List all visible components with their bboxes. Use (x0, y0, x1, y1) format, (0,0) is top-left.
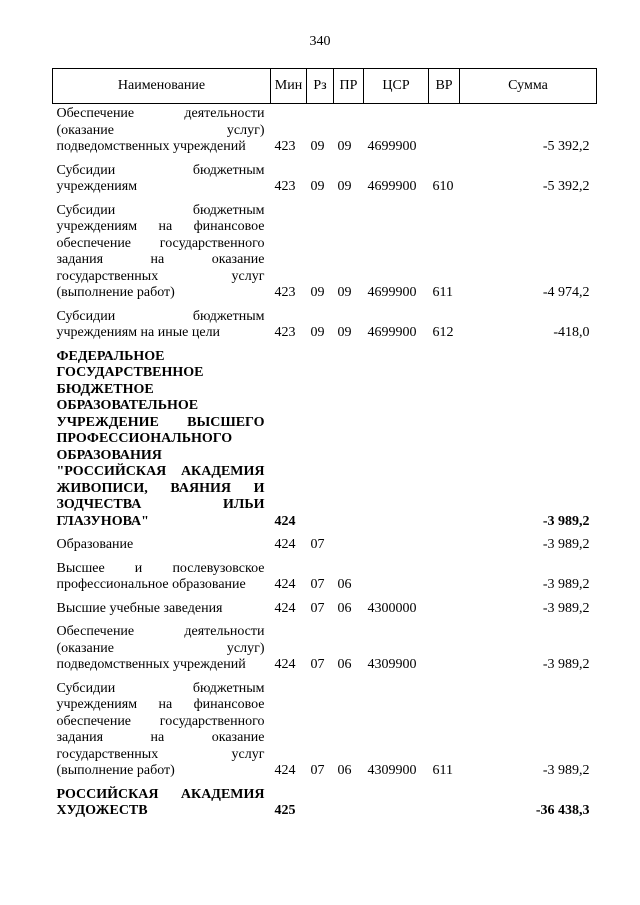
table-row (53, 554, 597, 594)
table-row (53, 594, 597, 618)
row-csr (364, 780, 429, 820)
table-header (53, 69, 597, 104)
row-min: 424 (274, 763, 296, 778)
table-row (53, 530, 597, 554)
row-rz (307, 780, 334, 820)
row-min: 424 (274, 657, 296, 672)
row-sum: -3 989,2 (542, 537, 590, 552)
row-rz: 09 (310, 325, 325, 340)
row-sum: -3 989,2 (542, 657, 590, 672)
row-sum: -36 438,3 (535, 803, 590, 818)
row-pr: 06 (337, 600, 352, 616)
row-rz: 09 (310, 179, 325, 194)
header-name: Наименование (53, 69, 271, 104)
table-row (53, 196, 597, 302)
row-min: 425 (274, 803, 296, 818)
row-sum: -3 989,2 (542, 577, 590, 592)
row-name: Субсидии бюджетным учреждениям (56, 162, 265, 194)
row-pr (334, 342, 364, 531)
table-row (53, 104, 597, 156)
row-sum: -3 989,2 (542, 513, 590, 529)
row-vr (429, 342, 460, 531)
row-vr (429, 594, 460, 618)
row-name: Субсидии бюджетным учреждениям на финансовое обеспечение государственного задания на оказание государственных услуг (выполнение работ) (56, 680, 265, 778)
row-min: 423 (274, 325, 296, 340)
header-pr: ПР (334, 69, 364, 104)
header-rz: Рз (307, 69, 334, 104)
table-row (53, 674, 597, 780)
table-body (53, 104, 597, 820)
row-sum: -418,0 (553, 325, 590, 340)
table-row (53, 342, 597, 531)
header-min: Мин (271, 69, 307, 104)
row-vr (429, 617, 460, 674)
header-csr: ЦСР (364, 69, 429, 104)
row-name: Образование (56, 537, 134, 552)
row-vr (429, 554, 460, 594)
row-pr: 09 (337, 179, 352, 194)
row-csr (364, 342, 429, 531)
row-csr: 4699900 (367, 139, 417, 154)
row-csr: 4300000 (367, 600, 417, 616)
row-csr: 4699900 (367, 325, 417, 340)
header-vr: ВР (429, 69, 460, 104)
table-row (53, 156, 597, 196)
row-vr (429, 104, 460, 156)
row-pr (334, 530, 364, 554)
row-pr: 06 (337, 763, 352, 778)
row-pr: 06 (337, 577, 352, 592)
header-sum: Сумма (460, 69, 597, 104)
row-pr: 09 (337, 139, 352, 154)
row-rz: 07 (310, 657, 325, 672)
row-min: 424 (274, 537, 296, 552)
row-name: РОССИЙСКАЯ АКАДЕМИЯ ХУДОЖЕСТВ (56, 786, 265, 818)
budget-table (52, 68, 597, 820)
row-csr: 4309900 (367, 657, 417, 672)
row-pr: 09 (337, 325, 352, 340)
row-rz: 09 (310, 285, 325, 300)
row-sum: -4 974,2 (542, 285, 590, 300)
row-rz: 07 (310, 537, 325, 552)
row-vr (429, 530, 460, 554)
row-sum: -3 989,2 (542, 600, 590, 616)
row-vr: 611 (432, 285, 453, 300)
row-pr: 09 (337, 285, 352, 300)
row-rz: 07 (310, 763, 325, 778)
row-name: Высшее и послевузовское профессиональное образование (56, 560, 265, 592)
row-vr: 612 (432, 325, 454, 340)
row-sum: -3 989,2 (542, 763, 590, 778)
page-number: 340 (309, 34, 331, 49)
row-min: 424 (274, 577, 296, 592)
row-name: Обеспечение деятельности (оказание услуг) подведомственных учреждений (56, 106, 265, 154)
row-min: 424 (274, 513, 296, 529)
row-vr: 611 (432, 763, 453, 778)
row-csr: 4699900 (367, 285, 417, 300)
row-rz: 07 (310, 600, 325, 616)
row-pr: 06 (337, 657, 352, 672)
row-name: Высшие учебные заведения (56, 600, 223, 616)
row-min: 423 (274, 139, 296, 154)
row-vr (429, 780, 460, 820)
row-name: ФЕДЕРАЛЬНОЕ ГОСУДАРСТВЕННОЕ БЮДЖЕТНОЕ ОБРАЗОВАТЕЛЬНОЕ УЧРЕЖДЕНИЕ ВЫСШЕГО ПРОФЕССИОНАЛЬНОГО ОБРАЗОВАНИЯ "РОССИЙСКАЯ АКАДЕМИЯ ЖИВОПИСИ, ВАЯНИЯ И ЗОДЧЕСТВА ИЛЬИ ГЛАЗУНОВА" (56, 348, 265, 529)
row-sum: -5 392,2 (542, 179, 590, 194)
row-name: Субсидии бюджетным учреждениям на финансовое обеспечение государственного задания на оказание государственных услуг (выполнение работ) (56, 202, 265, 300)
row-min: 424 (274, 600, 296, 616)
row-csr: 4309900 (367, 763, 417, 778)
row-csr: 4699900 (367, 179, 417, 194)
table-row (53, 302, 597, 342)
row-vr: 610 (432, 179, 454, 194)
row-csr (364, 530, 429, 554)
row-min: 423 (274, 179, 296, 194)
row-min: 423 (274, 285, 296, 300)
row-rz: 09 (310, 139, 325, 154)
table-row (53, 780, 597, 820)
row-name: Обеспечение деятельности (оказание услуг) подведомственных учреждений (56, 624, 265, 672)
row-sum: -5 392,2 (542, 139, 590, 154)
row-rz: 07 (310, 577, 325, 592)
table-row (53, 617, 597, 674)
row-pr (334, 780, 364, 820)
row-name: Субсидии бюджетным учреждениям на иные цели (56, 308, 265, 340)
row-csr (364, 554, 429, 594)
row-rz (307, 342, 334, 531)
